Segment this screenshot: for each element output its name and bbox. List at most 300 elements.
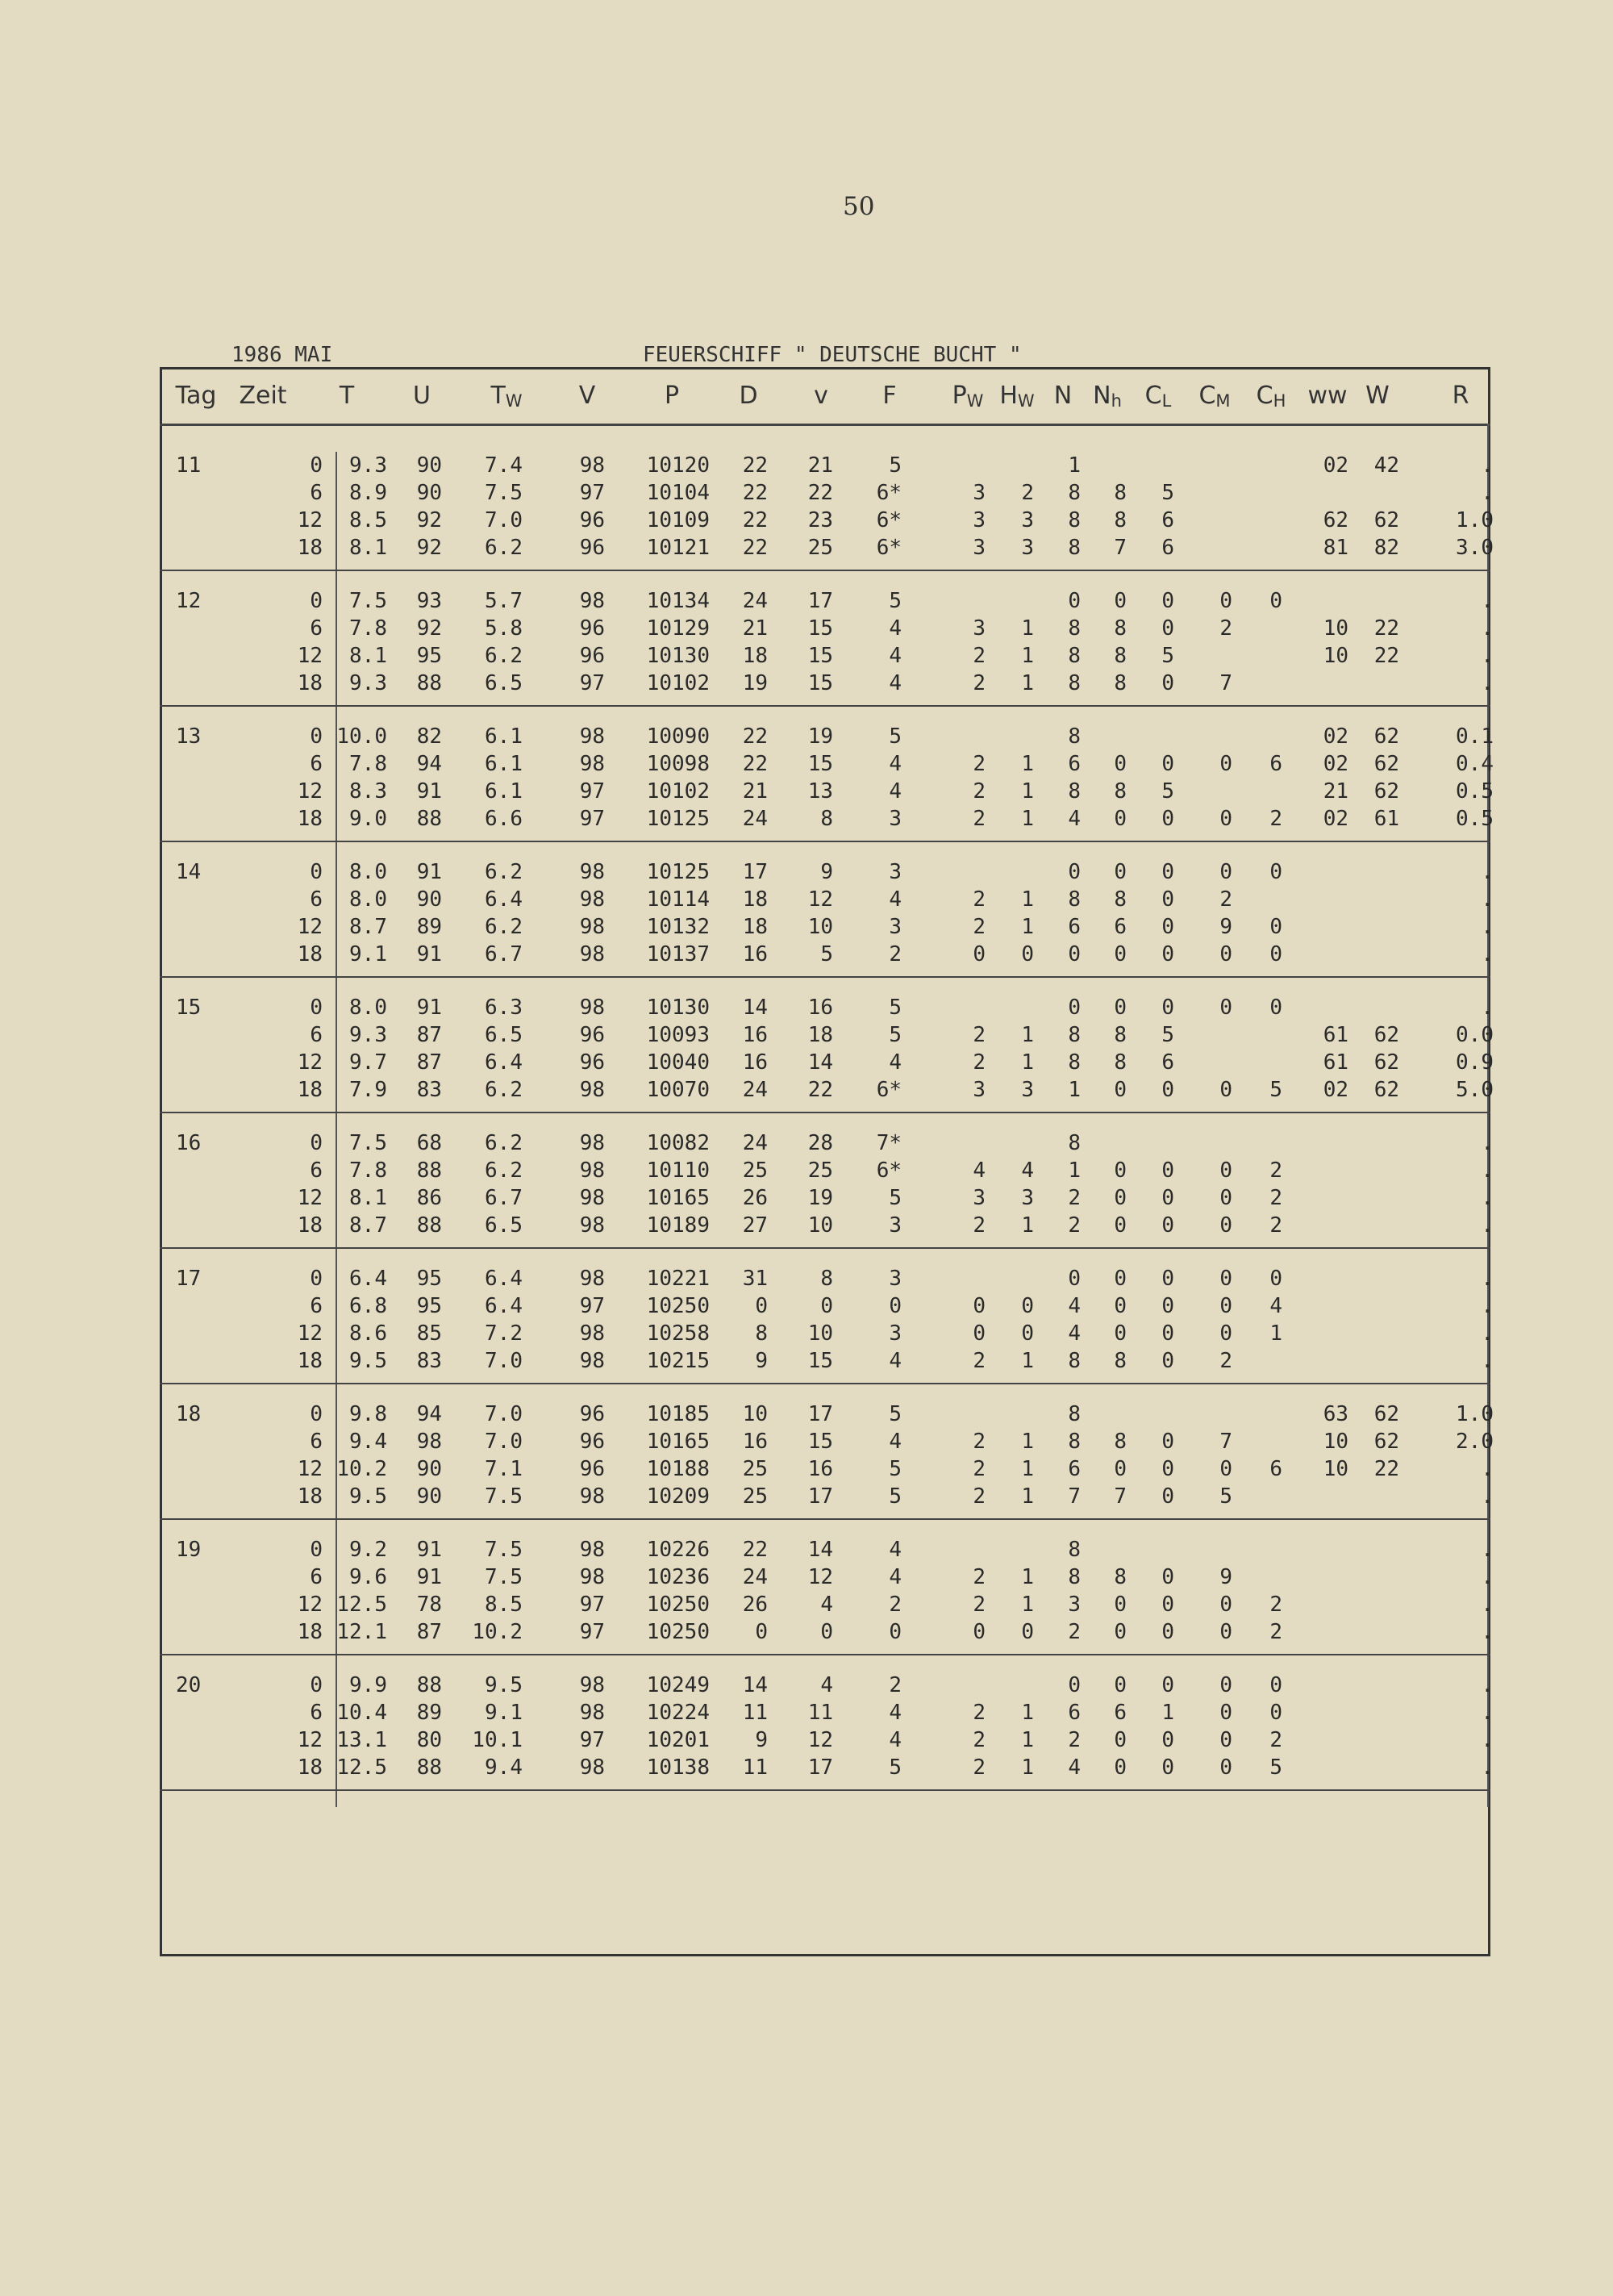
hw-cell: 1: [1021, 616, 1034, 641]
hw-cell: 1: [1021, 752, 1034, 776]
u-cell: 88: [416, 1755, 442, 1780]
ww-cell: 61: [1323, 1023, 1348, 1047]
f-cell: 3: [889, 915, 902, 939]
r-cell: .: [1481, 1131, 1494, 1155]
wind-speed-cell: 16: [807, 996, 833, 1020]
wind-speed-cell: 19: [807, 1186, 833, 1210]
n-cell: 2: [1068, 1728, 1081, 1752]
f-cell: 7*: [876, 1131, 902, 1155]
nh-cell: 8: [1114, 644, 1127, 668]
p-cell: 10130: [646, 644, 710, 668]
table-row: [160, 942, 1494, 970]
pw-cell: 2: [973, 807, 986, 831]
zeit-cell: 18: [297, 1078, 323, 1102]
zeit-cell: 18: [297, 807, 323, 831]
hw-cell: 1: [1021, 1484, 1034, 1509]
t-cell: 10.2: [336, 1457, 387, 1481]
v-cell: 97: [579, 1593, 605, 1617]
t-cell: 8.7: [349, 1213, 387, 1238]
n-cell: 2: [1068, 1213, 1081, 1238]
ch-cell: 2: [1269, 1213, 1282, 1238]
pw-cell: 2: [973, 1349, 986, 1373]
p-cell: 10165: [646, 1186, 710, 1210]
f-cell: 0: [889, 1294, 902, 1318]
cm-cell: 0: [1219, 1701, 1232, 1725]
r-cell: .: [1481, 1565, 1494, 1589]
zeit-cell: 18: [297, 1213, 323, 1238]
f-cell: 3: [889, 1267, 902, 1291]
tw-cell: 6.2: [485, 1158, 523, 1183]
t-cell: 10.4: [336, 1701, 387, 1725]
table-row: [160, 1050, 1494, 1078]
wind-speed-cell: 10: [807, 1213, 833, 1238]
zeit-cell: 12: [297, 1050, 323, 1075]
nh-cell: 8: [1114, 1023, 1127, 1047]
p-cell: 10110: [646, 1158, 710, 1183]
f-cell: 3: [889, 860, 902, 884]
pw-cell: 2: [973, 1701, 986, 1725]
tw-cell: 6.2: [485, 1131, 523, 1155]
p-cell: 10102: [646, 671, 710, 695]
tw-cell: 7.0: [485, 1402, 523, 1426]
n-cell: 4: [1068, 1294, 1081, 1318]
col-header-cl: [1145, 382, 1172, 411]
d-cell: 27: [742, 1213, 768, 1238]
n-cell: 8: [1068, 616, 1081, 641]
f-cell: 6*: [876, 1158, 902, 1183]
zeit-cell: 6: [310, 752, 323, 776]
r-cell: .: [1481, 996, 1494, 1020]
wind-speed-cell: 21: [807, 453, 833, 478]
p-cell: 10134: [646, 589, 710, 613]
d-cell: 26: [742, 1593, 768, 1617]
cm-cell: 0: [1219, 942, 1232, 966]
n-cell: 8: [1068, 508, 1081, 532]
v-cell: 97: [579, 1294, 605, 1318]
hw-cell: 3: [1021, 536, 1034, 560]
table-row: [160, 1186, 1494, 1213]
u-cell: 90: [416, 1457, 442, 1481]
f-cell: 5: [889, 1402, 902, 1426]
u-cell: 94: [416, 1402, 442, 1426]
v-cell: 97: [579, 779, 605, 804]
col-header-pw-sub: W: [966, 391, 984, 411]
table-row: [160, 1158, 1494, 1186]
table-row: [160, 1484, 1494, 1512]
f-cell: 5: [889, 1484, 902, 1509]
day-group: [160, 1131, 1494, 1241]
v-cell: 98: [579, 1673, 605, 1697]
f-cell: 2: [889, 1673, 902, 1697]
ww-cell: 63: [1323, 1402, 1348, 1426]
col-header-tw-sub: W: [505, 391, 523, 411]
u-cell: 78: [416, 1593, 442, 1617]
day-group: [160, 860, 1494, 970]
pw-cell: 4: [973, 1158, 986, 1183]
tw-cell: 7.1: [485, 1457, 523, 1481]
r-cell: 1.0: [1456, 508, 1494, 532]
f-cell: 3: [889, 807, 902, 831]
ch-cell: 2: [1269, 1186, 1282, 1210]
w-cell: 62: [1373, 508, 1399, 532]
u-cell: 87: [416, 1050, 442, 1075]
page-number: 50: [843, 192, 875, 221]
table-row: [160, 1131, 1494, 1158]
pw-cell: 0: [973, 942, 986, 966]
day-divider: [160, 1112, 1490, 1113]
p-cell: 10109: [646, 508, 710, 532]
t-cell: 8.0: [349, 996, 387, 1020]
r-cell: .: [1481, 1701, 1494, 1725]
wind-speed-cell: 17: [807, 1484, 833, 1509]
t-cell: 9.5: [349, 1484, 387, 1509]
v-cell: 96: [579, 1457, 605, 1481]
u-cell: 91: [416, 1565, 442, 1589]
f-cell: 5: [889, 453, 902, 478]
ww-cell: 10: [1323, 1457, 1348, 1481]
nh-cell: 8: [1114, 887, 1127, 912]
r-cell: 0.4: [1456, 752, 1494, 776]
f-cell: 4: [889, 1050, 902, 1075]
cl-cell: 0: [1161, 1593, 1174, 1617]
table-row: [160, 1673, 1494, 1701]
ch-cell: 2: [1269, 1593, 1282, 1617]
hw-cell: 3: [1021, 508, 1034, 532]
wind-speed-cell: 8: [820, 1267, 833, 1291]
ww-cell: 61: [1323, 1050, 1348, 1075]
pw-cell: 2: [973, 1565, 986, 1589]
day-divider: [160, 570, 1490, 571]
n-cell: 8: [1068, 536, 1081, 560]
w-cell: 62: [1373, 752, 1399, 776]
zeit-cell: 12: [297, 1321, 323, 1346]
col-header-zeit: Zeit: [239, 382, 287, 410]
u-cell: 93: [416, 589, 442, 613]
table-row: [160, 1457, 1494, 1484]
table-row: [160, 779, 1494, 807]
u-cell: 95: [416, 1267, 442, 1291]
ww-cell: 02: [1323, 724, 1348, 749]
ch-cell: 1: [1269, 1321, 1282, 1346]
hw-cell: 1: [1021, 1593, 1034, 1617]
d-cell: 11: [742, 1755, 768, 1780]
v-cell: 98: [579, 1158, 605, 1183]
pw-cell: 2: [973, 1484, 986, 1509]
u-cell: 88: [416, 1673, 442, 1697]
day-group: [160, 1402, 1494, 1512]
p-cell: 10236: [646, 1565, 710, 1589]
table-row: [160, 1023, 1494, 1050]
v-cell: 98: [579, 1349, 605, 1373]
col-header-cm-main: C: [1198, 382, 1216, 410]
table-row: [160, 1755, 1494, 1783]
table-row: [160, 1565, 1494, 1593]
cl-cell: 0: [1161, 1457, 1174, 1481]
cl-cell: 5: [1161, 1023, 1174, 1047]
w-cell: 42: [1373, 453, 1399, 478]
r-cell: 0.9: [1456, 1050, 1494, 1075]
ch-cell: 4: [1269, 1294, 1282, 1318]
t-cell: 7.8: [349, 616, 387, 641]
ch-cell: 0: [1269, 915, 1282, 939]
cm-cell: 0: [1219, 1457, 1232, 1481]
n-cell: 4: [1068, 1321, 1081, 1346]
d-cell: 22: [742, 536, 768, 560]
hw-cell: 1: [1021, 1565, 1034, 1589]
t-cell: 6.8: [349, 1294, 387, 1318]
col-header-t: T: [339, 382, 355, 410]
ch-cell: 2: [1269, 1728, 1282, 1752]
wind-speed-cell: 23: [807, 508, 833, 532]
pw-cell: 3: [973, 481, 986, 505]
r-cell: .: [1481, 1267, 1494, 1291]
zeit-cell: 18: [297, 671, 323, 695]
hw-cell: 4: [1021, 1158, 1034, 1183]
tw-cell: 6.1: [485, 724, 523, 749]
cl-cell: 0: [1161, 752, 1174, 776]
v-cell: 98: [579, 589, 605, 613]
zeit-cell: 0: [310, 1402, 323, 1426]
ww-cell: 21: [1323, 779, 1348, 804]
day-group: [160, 1673, 1494, 1783]
d-cell: 24: [742, 589, 768, 613]
v-cell: 96: [579, 536, 605, 560]
pw-cell: 2: [973, 1593, 986, 1617]
u-cell: 91: [416, 860, 442, 884]
p-cell: 10120: [646, 453, 710, 478]
pw-cell: 3: [973, 508, 986, 532]
col-header-hw-sub: W: [1017, 391, 1035, 411]
r-cell: .: [1481, 1186, 1494, 1210]
n-cell: 8: [1068, 481, 1081, 505]
ch-cell: 0: [1269, 996, 1282, 1020]
p-cell: 10098: [646, 752, 710, 776]
p-cell: 10125: [646, 807, 710, 831]
table-row: [160, 1538, 1494, 1565]
hw-cell: 1: [1021, 1213, 1034, 1238]
r-cell: 0.1: [1456, 724, 1494, 749]
wind-speed-cell: 12: [807, 887, 833, 912]
t-cell: 8.7: [349, 915, 387, 939]
hw-cell: 1: [1021, 1755, 1034, 1780]
cm-cell: 5: [1219, 1484, 1232, 1509]
zeit-cell: 18: [297, 536, 323, 560]
u-cell: 91: [416, 1538, 442, 1562]
ch-cell: 5: [1269, 1078, 1282, 1102]
d-cell: 22: [742, 453, 768, 478]
wind-speed-cell: 14: [807, 1538, 833, 1562]
zeit-cell: 12: [297, 1457, 323, 1481]
u-cell: 90: [416, 1484, 442, 1509]
tag-cell: 15: [176, 996, 202, 1020]
nh-cell: 0: [1114, 1213, 1127, 1238]
col-header-cm: [1198, 382, 1230, 411]
wind-speed-cell: 12: [807, 1728, 833, 1752]
cl-cell: 0: [1161, 1484, 1174, 1509]
ww-cell: 62: [1323, 508, 1348, 532]
d-cell: 19: [742, 671, 768, 695]
wind-speed-cell: 10: [807, 1321, 833, 1346]
f-cell: 4: [889, 1701, 902, 1725]
d-cell: 14: [742, 1673, 768, 1697]
hw-cell: 1: [1021, 1701, 1034, 1725]
cl-cell: 5: [1161, 779, 1174, 804]
r-cell: .: [1481, 616, 1494, 641]
day-divider: [160, 1789, 1490, 1791]
table-row: [160, 887, 1494, 915]
tag-cell: 14: [176, 860, 202, 884]
d-cell: 14: [742, 996, 768, 1020]
hw-cell: 1: [1021, 1349, 1034, 1373]
day-divider: [160, 976, 1490, 978]
p-cell: 10250: [646, 1620, 710, 1644]
cl-cell: 0: [1161, 942, 1174, 966]
t-cell: 10.0: [336, 724, 387, 749]
f-cell: 4: [889, 1349, 902, 1373]
zeit-cell: 12: [297, 1728, 323, 1752]
u-cell: 92: [416, 508, 442, 532]
zeit-cell: 12: [297, 1593, 323, 1617]
u-cell: 88: [416, 671, 442, 695]
nh-cell: 8: [1114, 616, 1127, 641]
col-header-ch-main: C: [1256, 382, 1273, 410]
hw-cell: 1: [1021, 1728, 1034, 1752]
t-cell: 8.1: [349, 644, 387, 668]
pw-cell: 2: [973, 887, 986, 912]
p-cell: 10129: [646, 616, 710, 641]
u-cell: 90: [416, 453, 442, 478]
tw-cell: 6.2: [485, 644, 523, 668]
d-cell: 16: [742, 1050, 768, 1075]
n-cell: 0: [1068, 942, 1081, 966]
d-cell: 9: [755, 1728, 768, 1752]
p-cell: 10138: [646, 1755, 710, 1780]
u-cell: 98: [416, 1430, 442, 1454]
tw-cell: 6.5: [485, 1023, 523, 1047]
cm-cell: 7: [1219, 1430, 1232, 1454]
hw-cell: 1: [1021, 1050, 1034, 1075]
t-cell: 9.0: [349, 807, 387, 831]
n-cell: 1: [1068, 453, 1081, 478]
wind-speed-cell: 8: [820, 807, 833, 831]
col-header-tag: Tag: [175, 382, 217, 410]
f-cell: 6*: [876, 536, 902, 560]
n-cell: 8: [1068, 1349, 1081, 1373]
wind-speed-cell: 25: [807, 1158, 833, 1183]
col-header-pw: [952, 382, 984, 411]
d-cell: 21: [742, 616, 768, 641]
cl-cell: 0: [1161, 589, 1174, 613]
u-cell: 85: [416, 1321, 442, 1346]
column-header-row: [160, 375, 1490, 424]
pw-cell: 2: [973, 644, 986, 668]
v-cell: 97: [579, 1728, 605, 1752]
hw-cell: 1: [1021, 887, 1034, 912]
table-row: [160, 536, 1494, 563]
zeit-cell: 18: [297, 1620, 323, 1644]
u-cell: 88: [416, 807, 442, 831]
u-cell: 89: [416, 915, 442, 939]
nh-cell: 0: [1114, 1321, 1127, 1346]
cm-cell: 0: [1219, 1593, 1232, 1617]
day-divider: [160, 841, 1490, 842]
w-cell: 62: [1373, 779, 1399, 804]
p-cell: 10070: [646, 1078, 710, 1102]
tw-cell: 10.1: [472, 1728, 523, 1752]
t-cell: 7.5: [349, 589, 387, 613]
cm-cell: 0: [1219, 1213, 1232, 1238]
t-cell: 13.1: [336, 1728, 387, 1752]
zeit-cell: 18: [297, 1349, 323, 1373]
n-cell: 1: [1068, 1078, 1081, 1102]
t-cell: 8.0: [349, 887, 387, 912]
d-cell: 24: [742, 807, 768, 831]
cm-cell: 2: [1219, 616, 1232, 641]
ww-cell: 81: [1323, 536, 1348, 560]
d-cell: 11: [742, 1701, 768, 1725]
f-cell: 4: [889, 1565, 902, 1589]
n-cell: 8: [1068, 1050, 1081, 1075]
r-cell: .: [1481, 1294, 1494, 1318]
f-cell: 2: [889, 942, 902, 966]
pw-cell: 2: [973, 1430, 986, 1454]
d-cell: 10: [742, 1402, 768, 1426]
n-cell: 8: [1068, 1538, 1081, 1562]
cm-cell: 0: [1219, 1620, 1232, 1644]
w-cell: 22: [1373, 1457, 1399, 1481]
cm-cell: 0: [1219, 860, 1232, 884]
v-cell: 97: [579, 671, 605, 695]
r-cell: 5.0: [1456, 1078, 1494, 1102]
zeit-cell: 6: [310, 616, 323, 641]
nh-cell: 0: [1114, 1186, 1127, 1210]
r-cell: 0.0: [1456, 1023, 1494, 1047]
u-cell: 90: [416, 481, 442, 505]
n-cell: 8: [1068, 1023, 1081, 1047]
zeit-cell: 12: [297, 508, 323, 532]
r-cell: 0.5: [1456, 779, 1494, 804]
cl-cell: 0: [1161, 860, 1174, 884]
hw-cell: 1: [1021, 671, 1034, 695]
v-cell: 97: [579, 1620, 605, 1644]
tw-cell: 6.5: [485, 1213, 523, 1238]
table-row: [160, 752, 1494, 779]
n-cell: 0: [1068, 1267, 1081, 1291]
v-cell: 98: [579, 887, 605, 912]
r-cell: .: [1481, 1593, 1494, 1617]
cl-cell: 0: [1161, 1186, 1174, 1210]
wind-speed-cell: 5: [820, 942, 833, 966]
nh-cell: 8: [1114, 1050, 1127, 1075]
v-cell: 98: [579, 942, 605, 966]
v-cell: 96: [579, 1402, 605, 1426]
d-cell: 17: [742, 860, 768, 884]
n-cell: 8: [1068, 671, 1081, 695]
wind-speed-cell: 16: [807, 1457, 833, 1481]
r-cell: .: [1481, 1158, 1494, 1183]
cm-cell: 0: [1219, 1673, 1232, 1697]
hw-cell: 1: [1021, 644, 1034, 668]
p-cell: 10132: [646, 915, 710, 939]
cm-cell: 0: [1219, 752, 1232, 776]
cl-cell: 5: [1161, 644, 1174, 668]
w-cell: 62: [1373, 1078, 1399, 1102]
p-cell: 10249: [646, 1673, 710, 1697]
n-cell: 6: [1068, 1701, 1081, 1725]
v-cell: 98: [579, 915, 605, 939]
tw-cell: 6.4: [485, 887, 523, 912]
cl-cell: 0: [1161, 671, 1174, 695]
